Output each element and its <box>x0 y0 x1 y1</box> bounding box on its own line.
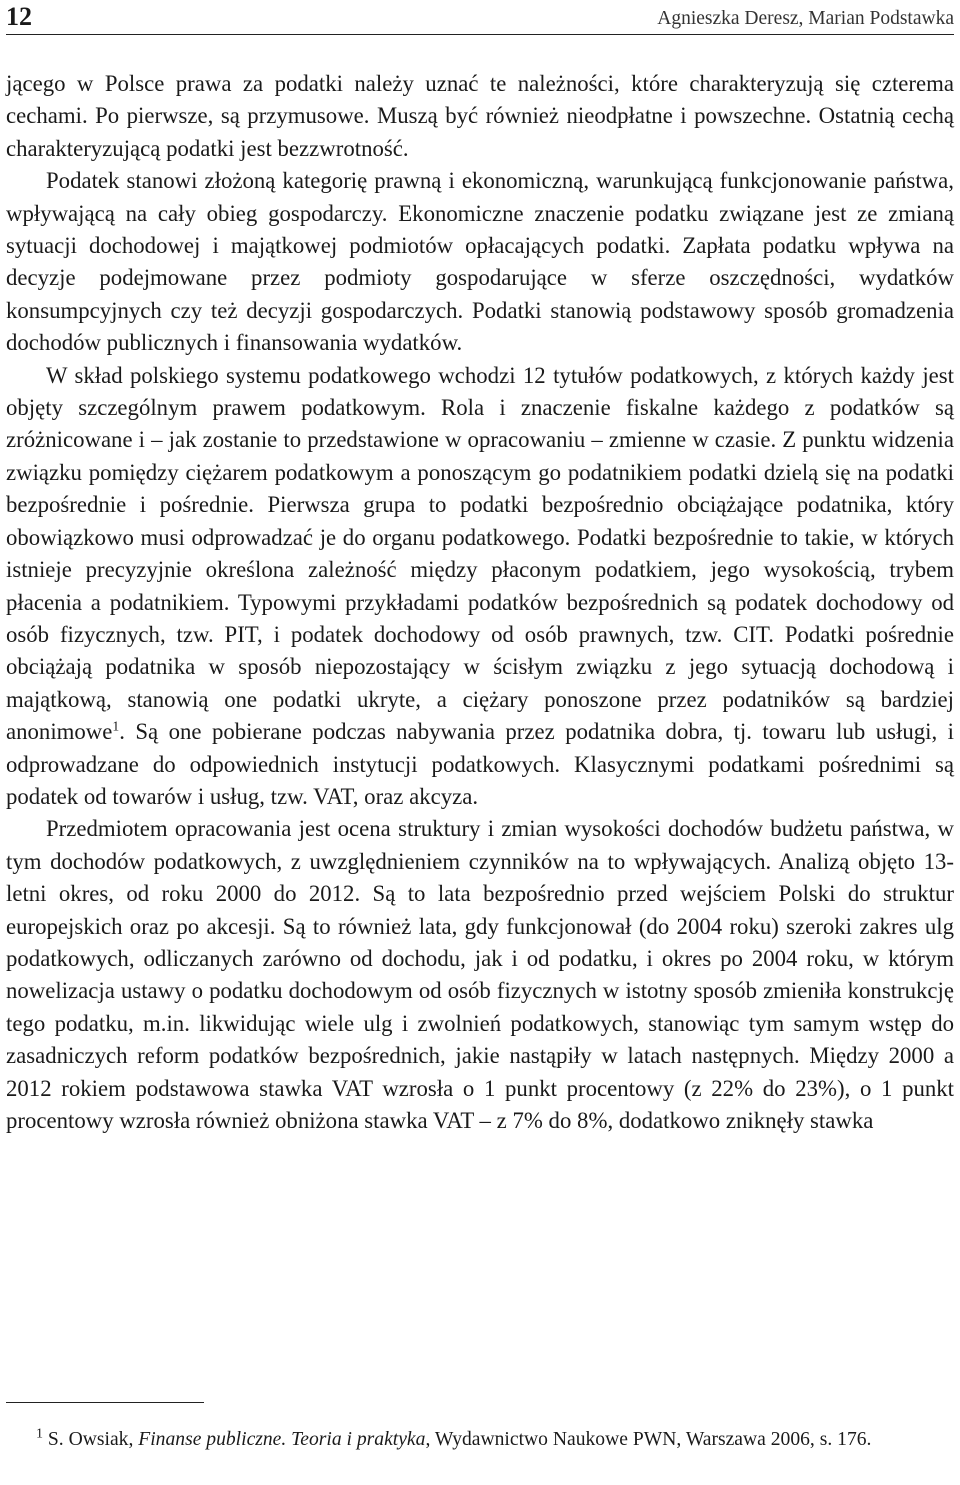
page-header <box>6 4 954 35</box>
footnote-reference[interactable]: 1 <box>112 718 120 734</box>
page-number: 12 <box>6 2 32 31</box>
footnote-marker: 1 <box>36 1426 43 1442</box>
footnote-separator <box>6 1402 204 1403</box>
paragraph-3 <box>6 360 954 814</box>
body-text <box>6 68 954 1137</box>
paragraph-3-part-b: . Są one pobierane podczas nabywania przez podatnika dobra, tj. towaru lub usługi, i odprowadzane do odpowiednich instytucji podatkowych. Klasycznymi podatkami pośrednimi są podatek od towarów i usług, tzw. VAT, oraz akcyza. <box>6 719 954 809</box>
footnote-author: S. Owsiak, <box>47 1429 139 1450</box>
footnote-title: Finanse publiczne. Teoria i praktyka <box>138 1429 426 1450</box>
paragraph-4: Przedmiotem opracowania jest ocena struktury i zmian wysokości dochodów budżetu państwa, w tym dochodów podatkowych, z uwzględnieniem czynników na to wpływających. Analizą objęto 13-letni okres, od roku 2000 do 2012. Są to lata bezpośrednio przed wejściem Polski do struktur europejskich oraz po akcesji. Są to również lata, gdy funkcjonował (do 2004 roku) szeroki zakres ulg podatkowych, odliczanych zarówno od dochodu, jak i od podatku, i okres po 2004 roku, w którym nowelizacja ustawy o podatku dochodowym od osób fizycznych w istotny sposób zmieniła konstrukcję tego podatku, m.in. likwidując wiele ulg i zwolnień podatkowych, stanowiąc tym samym wstęp do zasadniczych reform podatków bezpośrednich, jakie nastąpiły w latach następnych. Między 2000 a 2012 rokiem podstawowa stawka VAT wzrosła o 1 punkt procentowy (z 22% do 23%), o 1 punkt procentowy wzrosła również obniżona stawka VAT – z 7% do 8%, dodatkowo zniknęły stawka <box>6 816 954 1133</box>
running-head-authors: Agnieszka Deresz, Marian Podstawka <box>657 8 954 29</box>
footnote-publisher: , Wydawnictwo Naukowe PWN, Warszawa 2006, s. 176. <box>425 1429 872 1450</box>
footnotes <box>6 1426 954 1453</box>
footnote-1 <box>6 1426 954 1453</box>
paragraph-2: Podatek stanowi złożoną kategorię prawną i ekonomiczną, warunkującą funkcjonowanie państwa, wpływającą na cały obieg gospodarczy. Ekonomiczne znaczenie podatku związane jest ze zmianą sytuacji dochodowej i majątkowej podmiotów opłacających podatki. Zapłata podatku wpływa na decyzje podejmowane przez podmioty gospodarujące w sferze oszczędności, wydatków konsumpcyjnych czy też decyzji gospodarczych. Podatki stanowią podstawowy sposób gromadzenia dochodów publicznych i finansowania wydatków. <box>6 168 954 356</box>
paragraph-3-part-a: W skład polskiego systemu podatkowego wchodzi 12 tytułów podatkowych, z których każdy jest objęty szczególnym prawem podatkowym. Rola i znaczenie fiskalne każdego z podatków są zróżnicowane i – jak zostanie to przedstawione w opracowaniu – zmienne w czasie. Z punktu widzenia związku pomiędzy ciężarem podatkowym a ponoszącym go podatnikiem podatki dzielą się na podatki bezpośrednie i pośrednie. Pierwsza grupa to podatki bezpośrednio obciążające podatnika, który obowiązkowo musi odprowadzać je do organu podatkowego. Podatki bezpośrednie to takie, w których istnieje precyzyjnie określona zależność między płaconym podatkiem, jego wysokością, trybem płacenia a podatnikiem. Typowymi przykładami podatków bezpośrednich są podatek dochodowy od osób fizycznych, tzw. PIT, i podatek dochodowy od osób prawnych, tzw. CIT. Podatki pośrednie obciążają podatnika w sposób niepozostający w ścisłym związku z jego sytuacją dochodową i majątkową, stanowią one podatki ukryte, a ciężary ponoszone przez podatników są bardziej anonimowe <box>6 362 954 745</box>
paragraph-1: jącego w Polsce prawa za podatki należy uznać te należności, które charakteryzują się czterema cechami. Po pierwsze, są przymusowe. Muszą być również nieodpłatne i powszechne. Ostatnią cechą charakteryzującą podatki jest bezzwrotność. <box>6 71 954 161</box>
document-page <box>6 0 954 1485</box>
